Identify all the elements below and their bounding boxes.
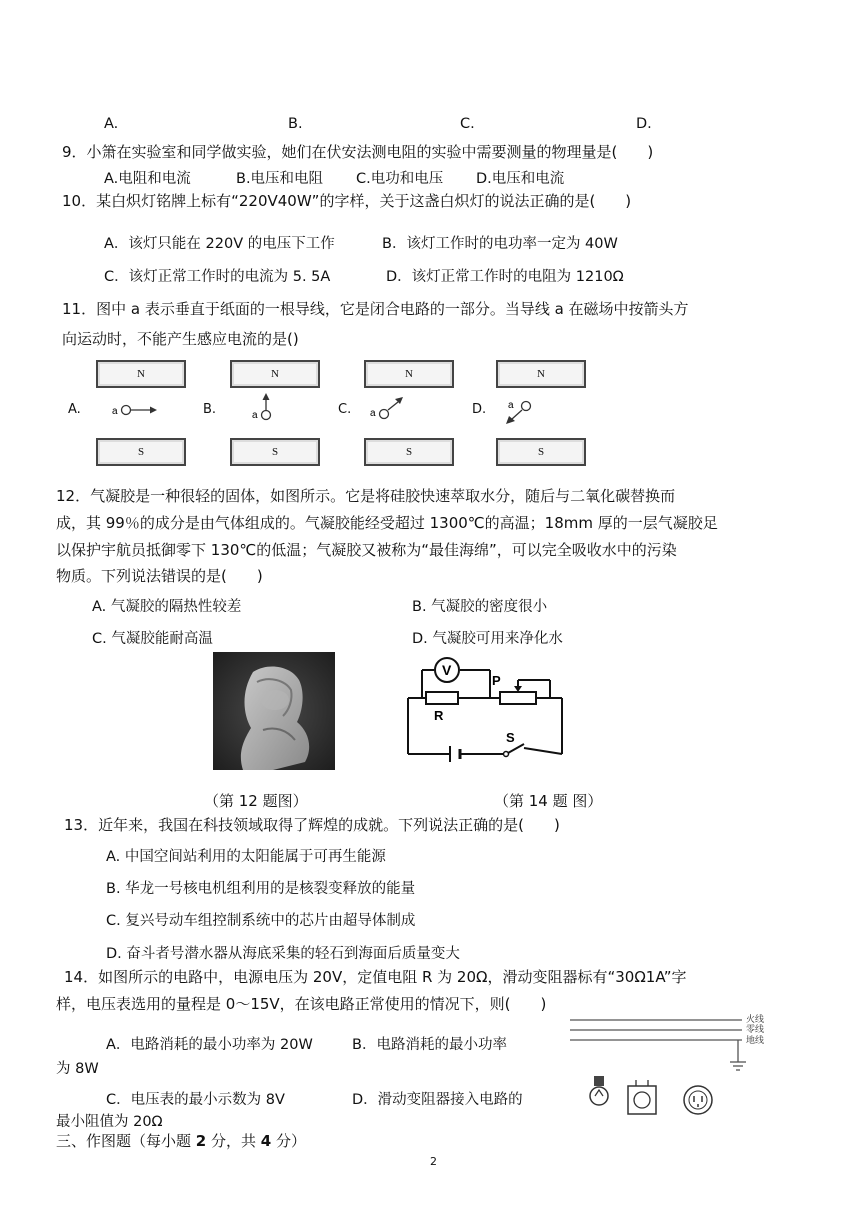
q8-option-b: B. [288, 116, 303, 132]
magnet-n-pole: N [364, 360, 454, 388]
q10-stem: 10．某白炽灯铭牌上标有“220V40W”的字样，关于这盏白炽灯的说法正确的是( ) [62, 192, 632, 210]
magnet-s-pole: S [364, 438, 454, 466]
q14-option-d-cont: 最小阻值为 20Ω [56, 1114, 163, 1130]
section-3-heading: 三、作图题（每小题 2 分，共 4 分） [56, 1132, 306, 1150]
q12-option-a: A. 气凝胶的隔热性较差 [92, 599, 242, 615]
q13-option-d: D. 奋斗者号潜水器从海底采集的轻石到海面后质量变大 [106, 946, 460, 962]
wire-arrow-diagonal-down-icon [492, 396, 542, 432]
q14-stem-line2: 样，电压表选用的量程是 0～15V，在该电路正常使用的情况下，则( ) [56, 995, 547, 1013]
q8-option-d: D. [636, 116, 652, 132]
q10-option-c: C．该灯正常工作时的电流为 5. 5A [104, 269, 331, 285]
q14-option-b-cont: 为 8W [56, 1061, 99, 1077]
q10-option-d: D．该灯正常工作时的电阻为 1210Ω [386, 269, 624, 285]
q13-stem: 13．近年来，我国在科技领域取得了辉煌的成就。下列说法正确的是( ) [64, 816, 560, 834]
socket-icon [684, 1086, 712, 1114]
magnet-n-pole: N [230, 360, 320, 388]
q11-fig-label-b: B. [203, 402, 217, 417]
q11-fig-label-d: D. [472, 402, 487, 417]
svg-text:a: a [370, 408, 376, 419]
svg-text:R: R [434, 708, 444, 723]
q14-stem-line1: 14．如图所示的电路中，电源电压为 20V，定值电阻 R 为 20Ω，滑动变阻器标有“30Ω1A”字 [64, 968, 687, 986]
caption-q14-figure: （第 14 题 图） [494, 792, 603, 810]
bulb-icon [590, 1076, 608, 1105]
q13-option-b: B. 华龙一号核电机组利用的是核裂变释放的能量 [106, 881, 416, 897]
q13-option-c: C. 复兴号动车组控制系统中的芯片由超导体制成 [106, 913, 416, 929]
q14-option-c: C．电压表的最小示数为 8V [106, 1092, 285, 1108]
q12-option-c: C. 气凝胶能耐高温 [92, 631, 213, 647]
q11-fig-label-c: C. [338, 402, 352, 417]
q11-fig-label-a: A. [68, 402, 81, 417]
q9-option-c: C.电功和电压 [356, 171, 444, 187]
q13-option-a: A. 中国空间站利用的太阳能属于可再生能源 [106, 849, 386, 865]
svg-text:S: S [506, 730, 515, 745]
caption-q12-figure: （第 12 题图） [204, 792, 308, 810]
q11-stem-line2: 向运动时，不能产生感应电流的是() [62, 330, 299, 348]
wire-label-live: 火线 [746, 1014, 765, 1024]
q11-stem-line1: 11．图中 a 表示垂直于纸面的一根导线，它是闭合电路的一部分。当导线 a 在磁场中按箭头方 [62, 300, 689, 318]
wire-label-ground: 地线 [746, 1035, 765, 1045]
wire-label-neutral: 零线 [746, 1024, 765, 1034]
household-wiring-diagram [570, 1010, 780, 1128]
q14-option-a: A．电路消耗的最小功率为 20W [106, 1037, 313, 1053]
q10-option-a: A．该灯只能在 220V 的电压下工作 [104, 236, 335, 252]
magnet-s-pole: S [230, 438, 320, 466]
q9-option-d: D.电压和电流 [476, 171, 565, 187]
svg-text:V: V [442, 662, 452, 678]
q12-stem-line4: 物质。下列说法错误的是( ) [56, 567, 263, 585]
switch-box-icon [628, 1080, 656, 1114]
q12-stem-line1: 12．气凝胶是一种很轻的固体，如图所示。它是将硅胶快速萃取水分，随后与二氧化碳替换而 [56, 487, 676, 505]
magnet-s-pole: S [496, 438, 586, 466]
q9-option-b: B.电压和电阻 [236, 171, 324, 187]
q9-option-a: A.电阻和电流 [104, 171, 191, 187]
wire-arrow-diagonal-up-icon [370, 392, 420, 426]
q9-stem: 9．小箫在实验室和同学做实验，她们在伏安法测电阻的实验中需要测量的物理量是( ) [62, 143, 654, 161]
svg-text:a: a [252, 410, 258, 421]
q12-stem-line2: 成，其 99％的成分是由气体组成的。气凝胶能经受超过 1300℃的高温；18mm 厚的一层气凝胶足 [56, 514, 718, 532]
svg-text:a: a [508, 400, 514, 411]
magnet-n-pole: N [496, 360, 586, 388]
q10-option-b: B．该灯工作时的电功率一定为 40W [382, 236, 618, 252]
q14-option-b: B．电路消耗的最小功率 [352, 1037, 507, 1053]
q8-option-c: C. [460, 116, 475, 132]
q14-option-d: D．滑动变阻器接入电路的 [352, 1092, 523, 1108]
svg-text:a: a [112, 406, 118, 417]
circuit-diagram [400, 652, 576, 770]
aerogel-photo [213, 652, 335, 770]
q12-stem-line3: 以保护宇航员抵御零下 130℃的低温；气凝胶又被称为“最佳海绵”，可以完全吸收水中的污染 [56, 541, 677, 559]
magnet-n-pole: N [96, 360, 186, 388]
q8-option-a: A. [104, 116, 119, 132]
wire-arrow-right-icon [110, 398, 170, 422]
svg-text:P: P [492, 673, 501, 688]
page-number: 2 [430, 1155, 437, 1168]
magnet-s-pole: S [96, 438, 186, 466]
wire-arrow-up-icon [248, 392, 288, 426]
q12-option-d: D. 气凝胶可用来净化水 [412, 631, 563, 647]
q12-option-b: B. 气凝胶的密度很小 [412, 599, 548, 615]
